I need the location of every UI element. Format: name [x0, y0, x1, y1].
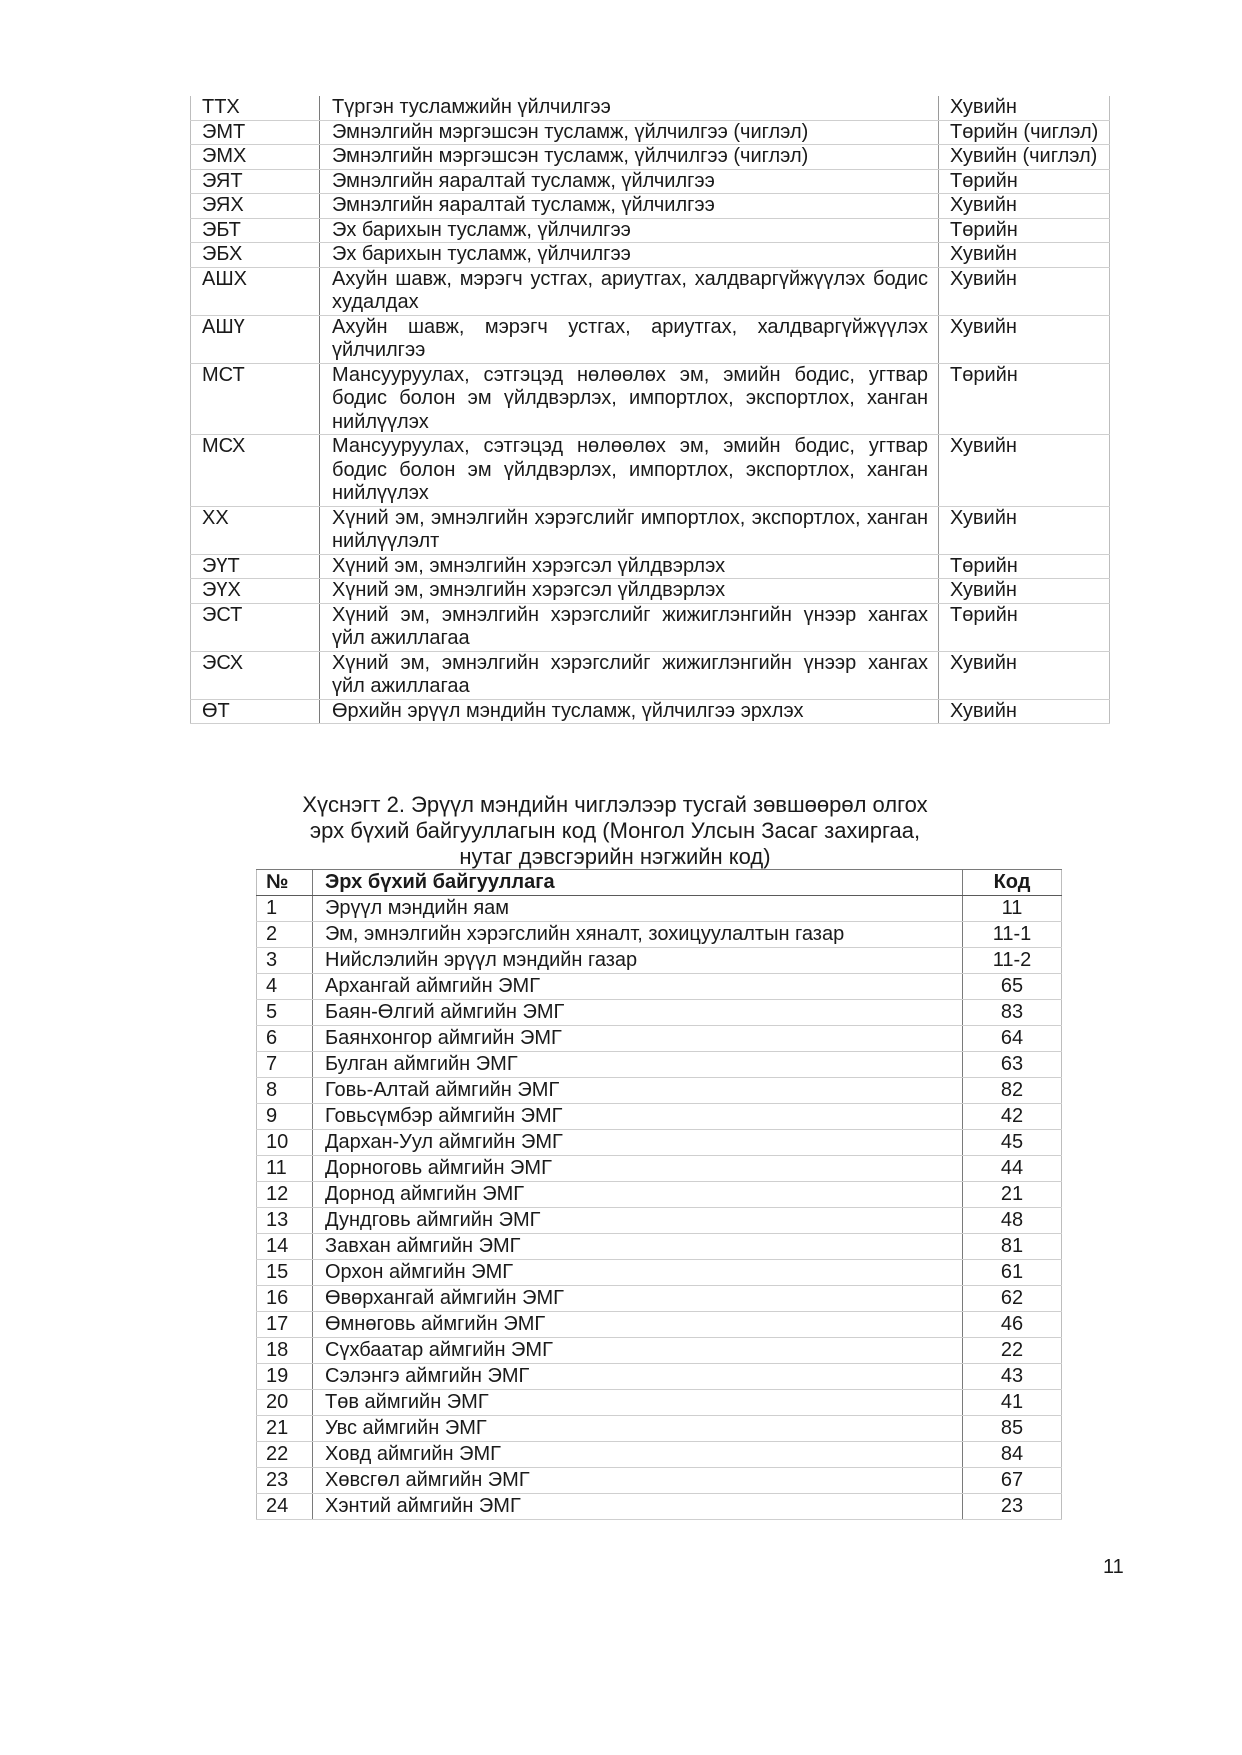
table-row	[257, 1156, 1062, 1182]
ownership-type: Төрийн	[939, 363, 1110, 435]
row-number: 4	[257, 974, 313, 1000]
organization-code: 45	[963, 1130, 1062, 1156]
ownership-type: Хувийн	[939, 96, 1110, 120]
organization-name: Дорноговь аймгийн ЭМГ	[313, 1156, 963, 1182]
table-row	[191, 120, 1110, 145]
table-row	[257, 948, 1062, 974]
license-code: ЭБТ	[191, 218, 320, 243]
license-description: Ахуйн шавж, мэрэгч устгах, ариутгах, халдваргүйжүүлэх бодис худалдах	[320, 267, 939, 315]
table-row	[191, 435, 1110, 507]
license-code: АШХ	[191, 267, 320, 315]
organization-name: Сэлэнгэ аймгийн ЭМГ	[313, 1364, 963, 1390]
license-type-table-body	[191, 96, 1110, 724]
organization-code: 83	[963, 1000, 1062, 1026]
table-caption	[255, 792, 975, 870]
license-description: Ахуйн шавж, мэрэгч устгах, ариутгах, халдваргүйжүүлэх үйлчилгээ	[320, 315, 939, 363]
organization-name: Говь-Алтай аймгийн ЭМГ	[313, 1078, 963, 1104]
table-row	[257, 896, 1062, 922]
table-row	[257, 1468, 1062, 1494]
license-code: ЭСТ	[191, 603, 320, 651]
ownership-type: Хувийн	[939, 194, 1110, 219]
license-description: Хүний эм, эмнэлгийн хэрэгсэл үйлдвэрлэх	[320, 579, 939, 604]
table-row	[257, 1390, 1062, 1416]
license-code: ЭҮТ	[191, 554, 320, 579]
row-number: 5	[257, 1000, 313, 1026]
table-row	[191, 218, 1110, 243]
organization-name: Дорнод аймгийн ЭМГ	[313, 1182, 963, 1208]
organization-name: Ховд аймгийн ЭМГ	[313, 1442, 963, 1468]
row-number: 3	[257, 948, 313, 974]
organization-name: Говьсүмбэр аймгийн ЭМГ	[313, 1104, 963, 1130]
table-row	[257, 922, 1062, 948]
row-number: 14	[257, 1234, 313, 1260]
organization-name: Баянхонгор аймгийн ЭМГ	[313, 1026, 963, 1052]
authority-code-table	[256, 869, 1062, 1520]
organization-code: 11	[963, 896, 1062, 922]
organization-code: 61	[963, 1260, 1062, 1286]
row-number: 19	[257, 1364, 313, 1390]
row-number: 9	[257, 1104, 313, 1130]
caption-line: нутаг дэвсгэрийн нэгжийн код)	[459, 844, 771, 869]
row-number: 13	[257, 1208, 313, 1234]
row-number: 1	[257, 896, 313, 922]
row-number: 21	[257, 1416, 313, 1442]
row-number: 11	[257, 1156, 313, 1182]
license-description: Өрхийн эрүүл мэндийн тусламж, үйлчилгээ эрхлэх	[320, 699, 939, 724]
organization-code: 65	[963, 974, 1062, 1000]
license-description: Эмнэлгийн мэргэшсэн тусламж, үйлчилгээ (чиглэл)	[320, 145, 939, 170]
row-number: 17	[257, 1312, 313, 1338]
license-description: Мансууруулах, сэтгэцэд нөлөөлөх эм, эмийн бодис, угтвар бодис болон эм үйлдвэрлэх, импортлох, экспортлох, ханган нийлүүлэх	[320, 363, 939, 435]
organization-code: 82	[963, 1078, 1062, 1104]
header-code: Код	[963, 870, 1062, 896]
organization-code: 21	[963, 1182, 1062, 1208]
row-number: 12	[257, 1182, 313, 1208]
table-row	[191, 315, 1110, 363]
license-code: МСТ	[191, 363, 320, 435]
license-code: ЭҮХ	[191, 579, 320, 604]
organization-name: Төв аймгийн ЭМГ	[313, 1390, 963, 1416]
license-code: ХХ	[191, 506, 320, 554]
organization-code: 44	[963, 1156, 1062, 1182]
organization-name: Хэнтий аймгийн ЭМГ	[313, 1494, 963, 1520]
license-description: Хүний эм, эмнэлгийн хэрэгслийг жижиглэнгийн үнээр хангах үйл ажиллагаа	[320, 603, 939, 651]
license-description: Эмнэлгийн яаралтай тусламж, үйлчилгээ	[320, 169, 939, 194]
organization-name: Булган аймгийн ЭМГ	[313, 1052, 963, 1078]
table-row	[191, 506, 1110, 554]
license-code: МСХ	[191, 435, 320, 507]
license-description: Хүний эм, эмнэлгийн хэрэгсэл үйлдвэрлэх	[320, 554, 939, 579]
header-number: №	[257, 870, 313, 896]
license-code: ЭЯТ	[191, 169, 320, 194]
table-row	[257, 974, 1062, 1000]
table-row	[191, 554, 1110, 579]
table-row	[191, 651, 1110, 699]
table-row	[191, 267, 1110, 315]
row-number: 22	[257, 1442, 313, 1468]
organization-code: 62	[963, 1286, 1062, 1312]
license-code: ЭМХ	[191, 145, 320, 170]
license-code: АШҮ	[191, 315, 320, 363]
row-number: 15	[257, 1260, 313, 1286]
organization-name: Өмнөговь аймгийн ЭМГ	[313, 1312, 963, 1338]
organization-name: Өвөрхангай аймгийн ЭМГ	[313, 1286, 963, 1312]
license-code: ЭМТ	[191, 120, 320, 145]
organization-code: 67	[963, 1468, 1062, 1494]
ownership-type: Хувийн (чиглэл)	[939, 145, 1110, 170]
organization-code: 85	[963, 1416, 1062, 1442]
table-row	[191, 579, 1110, 604]
table-row	[257, 1234, 1062, 1260]
license-type-table	[190, 96, 1110, 724]
license-description: Эмнэлгийн яаралтай тусламж, үйлчилгээ	[320, 194, 939, 219]
organization-name: Сүхбаатар аймгийн ЭМГ	[313, 1338, 963, 1364]
ownership-type: Хувийн	[939, 579, 1110, 604]
license-description: Мансууруулах, сэтгэцэд нөлөөлөх эм, эмийн бодис, угтвар бодис болон эм үйлдвэрлэх, импортлох, экспортлох, ханган нийлүүлэх	[320, 435, 939, 507]
caption-line: Хүснэгт 2. Эрүүл мэндийн чиглэлээр тусгай зөвшөөрөл олгох	[302, 792, 928, 817]
organization-name: Хөвсгөл аймгийн ЭМГ	[313, 1468, 963, 1494]
license-code: ӨТ	[191, 699, 320, 724]
organization-name: Дундговь аймгийн ЭМГ	[313, 1208, 963, 1234]
table-row	[257, 1416, 1062, 1442]
ownership-type: Хувийн	[939, 435, 1110, 507]
authority-code-table-body	[257, 896, 1062, 1520]
row-number: 2	[257, 922, 313, 948]
ownership-type: Хувийн	[939, 699, 1110, 724]
license-code: ТТХ	[191, 96, 320, 120]
ownership-type: Хувийн	[939, 506, 1110, 554]
ownership-type: Төрийн	[939, 218, 1110, 243]
license-description: Хүний эм, эмнэлгийн хэрэгслийг жижиглэнгийн үнээр хангах үйл ажиллагаа	[320, 651, 939, 699]
organization-name: Дархан-Уул аймгийн ЭМГ	[313, 1130, 963, 1156]
ownership-type: Хувийн	[939, 243, 1110, 268]
row-number: 6	[257, 1026, 313, 1052]
table-row	[191, 194, 1110, 219]
table-row	[257, 1338, 1062, 1364]
table-row	[257, 1260, 1062, 1286]
organization-code: 22	[963, 1338, 1062, 1364]
organization-code: 48	[963, 1208, 1062, 1234]
table-row	[257, 1286, 1062, 1312]
row-number: 18	[257, 1338, 313, 1364]
row-number: 23	[257, 1468, 313, 1494]
license-code: ЭЯХ	[191, 194, 320, 219]
table-row	[257, 1026, 1062, 1052]
row-number: 16	[257, 1286, 313, 1312]
ownership-type: Төрийн	[939, 554, 1110, 579]
table-row	[191, 145, 1110, 170]
table-header-row	[257, 870, 1062, 896]
table-row	[191, 243, 1110, 268]
organization-code: 81	[963, 1234, 1062, 1260]
license-description: Эх барихын тусламж, үйлчилгээ	[320, 243, 939, 268]
organization-code: 11-2	[963, 948, 1062, 974]
table-row	[191, 699, 1110, 724]
organization-name: Эрүүл мэндийн яам	[313, 896, 963, 922]
license-description: Эх барихын тусламж, үйлчилгээ	[320, 218, 939, 243]
organization-name: Орхон аймгийн ЭМГ	[313, 1260, 963, 1286]
table-row	[257, 1364, 1062, 1390]
row-number: 24	[257, 1494, 313, 1520]
organization-code: 64	[963, 1026, 1062, 1052]
organization-code: 23	[963, 1494, 1062, 1520]
license-code: ЭСХ	[191, 651, 320, 699]
license-code: ЭБХ	[191, 243, 320, 268]
organization-name: Эм, эмнэлгийн хэрэгслийн хяналт, зохицуулалтын газар	[313, 922, 963, 948]
table-row	[257, 1104, 1062, 1130]
organization-code: 84	[963, 1442, 1062, 1468]
table-row	[257, 1494, 1062, 1520]
table-row	[257, 1052, 1062, 1078]
ownership-type: Хувийн	[939, 315, 1110, 363]
license-description: Эмнэлгийн мэргэшсэн тусламж, үйлчилгээ (чиглэл)	[320, 120, 939, 145]
organization-name: Увс аймгийн ЭМГ	[313, 1416, 963, 1442]
ownership-type: Төрийн	[939, 169, 1110, 194]
organization-name: Завхан аймгийн ЭМГ	[313, 1234, 963, 1260]
row-number: 8	[257, 1078, 313, 1104]
ownership-type: Хувийн	[939, 267, 1110, 315]
organization-code: 63	[963, 1052, 1062, 1078]
table-row	[257, 1208, 1062, 1234]
ownership-type: Төрийн (чиглэл)	[939, 120, 1110, 145]
caption-line: эрх бүхий байгууллагын код (Монгол Улсын Засаг захиргаа,	[309, 818, 921, 843]
table-row	[257, 1442, 1062, 1468]
ownership-type: Хувийн	[939, 651, 1110, 699]
table-row	[191, 169, 1110, 194]
row-number: 10	[257, 1130, 313, 1156]
table-row	[191, 96, 1110, 120]
table-row	[191, 363, 1110, 435]
organization-code: 43	[963, 1364, 1062, 1390]
organization-code: 46	[963, 1312, 1062, 1338]
table-row	[257, 1000, 1062, 1026]
table-row	[257, 1130, 1062, 1156]
header-organization: Эрх бүхий байгууллага	[313, 870, 963, 896]
organization-code: 41	[963, 1390, 1062, 1416]
organization-name: Баян-Өлгий аймгийн ЭМГ	[313, 1000, 963, 1026]
license-description: Түргэн тусламжийн үйлчилгээ	[320, 96, 939, 120]
organization-code: 42	[963, 1104, 1062, 1130]
table-row	[257, 1182, 1062, 1208]
ownership-type: Төрийн	[939, 603, 1110, 651]
license-description: Хүний эм, эмнэлгийн хэрэгслийг импортлох, экспортлох, ханган нийлүүлэлт	[320, 506, 939, 554]
page-number: 11	[1103, 1556, 1124, 1578]
organization-name: Архангай аймгийн ЭМГ	[313, 974, 963, 1000]
row-number: 20	[257, 1390, 313, 1416]
table-row	[257, 1312, 1062, 1338]
table-row	[191, 603, 1110, 651]
table-row	[257, 1078, 1062, 1104]
organization-name: Нийслэлийн эрүүл мэндийн газар	[313, 948, 963, 974]
row-number: 7	[257, 1052, 313, 1078]
organization-code: 11-1	[963, 922, 1062, 948]
